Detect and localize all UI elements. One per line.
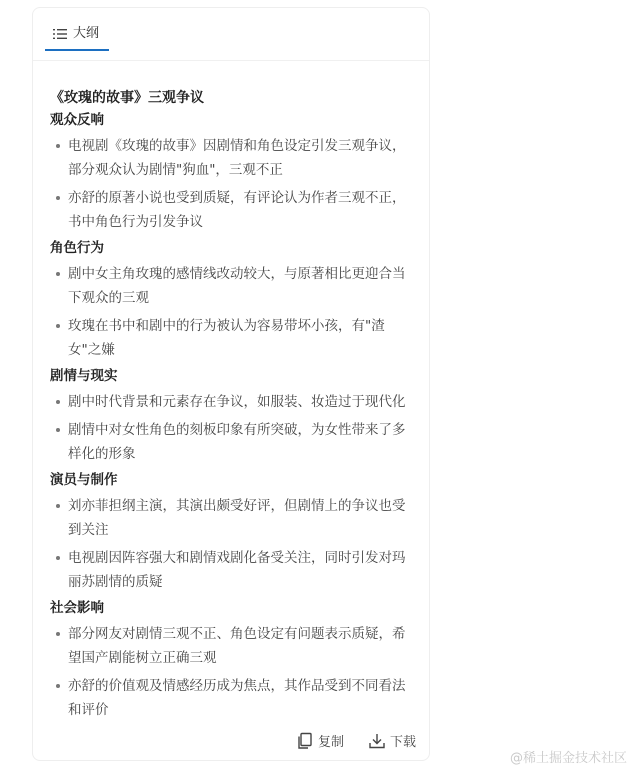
- outline-section: [50, 470, 412, 594]
- copy-label: 复制: [317, 735, 344, 750]
- outline-panel: [32, 7, 430, 761]
- tab-outline[interactable]: [45, 25, 109, 51]
- section-heading: 社会影响: [50, 600, 104, 616]
- list-item-text: 部分网友对剧情三观不正、角色设定有问题表示质疑，希望国产剧能树立正确三观: [68, 626, 406, 666]
- bullet-dot-icon: [56, 400, 60, 404]
- list-item: [50, 674, 412, 722]
- list-item-text: 剧中女主角玫瑰的感情线改动较大，与原著相比更迎合当下观众的三观: [68, 266, 406, 306]
- bullet-dot-icon: [56, 196, 60, 200]
- download-label: 下载: [389, 735, 416, 750]
- list-item: [50, 262, 412, 310]
- list-item-text: 电视剧《玫瑰的故事》因剧情和角色设定引发三观争议，部分观众认为剧情"狗血"，三观不正: [68, 138, 406, 178]
- section-heading: 角色行为: [50, 240, 104, 256]
- copy-button[interactable]: [296, 731, 344, 750]
- outline-content: [50, 88, 412, 726]
- list-item: [50, 546, 412, 594]
- list-item-text: 剧情中对女性角色的刻板印象有所突破，为女性带来了多样化的形象: [68, 422, 406, 462]
- list-item: [50, 494, 412, 542]
- section-heading: 剧情与现实: [50, 368, 118, 384]
- list-item-text: 亦舒的原著小说也受到质疑，有评论认为作者三观不正，书中角色行为引发争议: [68, 190, 406, 230]
- outline-section: [50, 110, 412, 234]
- bullet-dot-icon: [56, 272, 60, 276]
- download-button[interactable]: [368, 731, 416, 750]
- outline-section: [50, 598, 412, 722]
- list-item: [50, 390, 412, 414]
- bullet-dot-icon: [56, 144, 60, 148]
- bullet-dot-icon: [56, 428, 60, 432]
- footer-actions: [296, 731, 416, 750]
- watermark: @稀土掘金技术社区: [509, 751, 627, 766]
- outline-title: 《玫瑰的故事》三观争议: [50, 90, 204, 106]
- list-item: [50, 418, 412, 466]
- list-item-text: 剧中时代背景和元素存在争议，如服装、妆造过于现代化: [68, 394, 406, 410]
- bullet-dot-icon: [56, 504, 60, 508]
- section-heading: 演员与制作: [50, 472, 118, 488]
- tab-outline-label: 大纲: [73, 26, 100, 41]
- list-item: [50, 134, 412, 182]
- list-item-text: 亦舒的价值观及情感经历成为焦点，其作品受到不同看法和评价: [68, 678, 406, 718]
- bullet-dot-icon: [56, 632, 60, 636]
- list-item-text: 玫瑰在书中和剧中的行为被认为容易带坏小孩，有"渣女"之嫌: [68, 318, 385, 358]
- outline-section: [50, 366, 412, 466]
- copy-icon: [296, 732, 314, 750]
- bullet-dot-icon: [56, 324, 60, 328]
- section-heading: 观众反响: [50, 112, 104, 128]
- list-item: [50, 186, 412, 234]
- list-item: [50, 622, 412, 670]
- list-item: [50, 314, 412, 362]
- bullet-dot-icon: [56, 684, 60, 688]
- bullet-dot-icon: [56, 556, 60, 560]
- list-item-text: 刘亦菲担纲主演，其演出颇受好评，但剧情上的争议也受到关注: [68, 498, 406, 538]
- list-icon: [53, 27, 67, 41]
- download-icon: [368, 732, 386, 750]
- list-item-text: 电视剧因阵容强大和剧情戏剧化备受关注，同时引发对玛丽苏剧情的质疑: [68, 550, 406, 590]
- tab-bar: [33, 8, 429, 61]
- outline-section: [50, 238, 412, 362]
